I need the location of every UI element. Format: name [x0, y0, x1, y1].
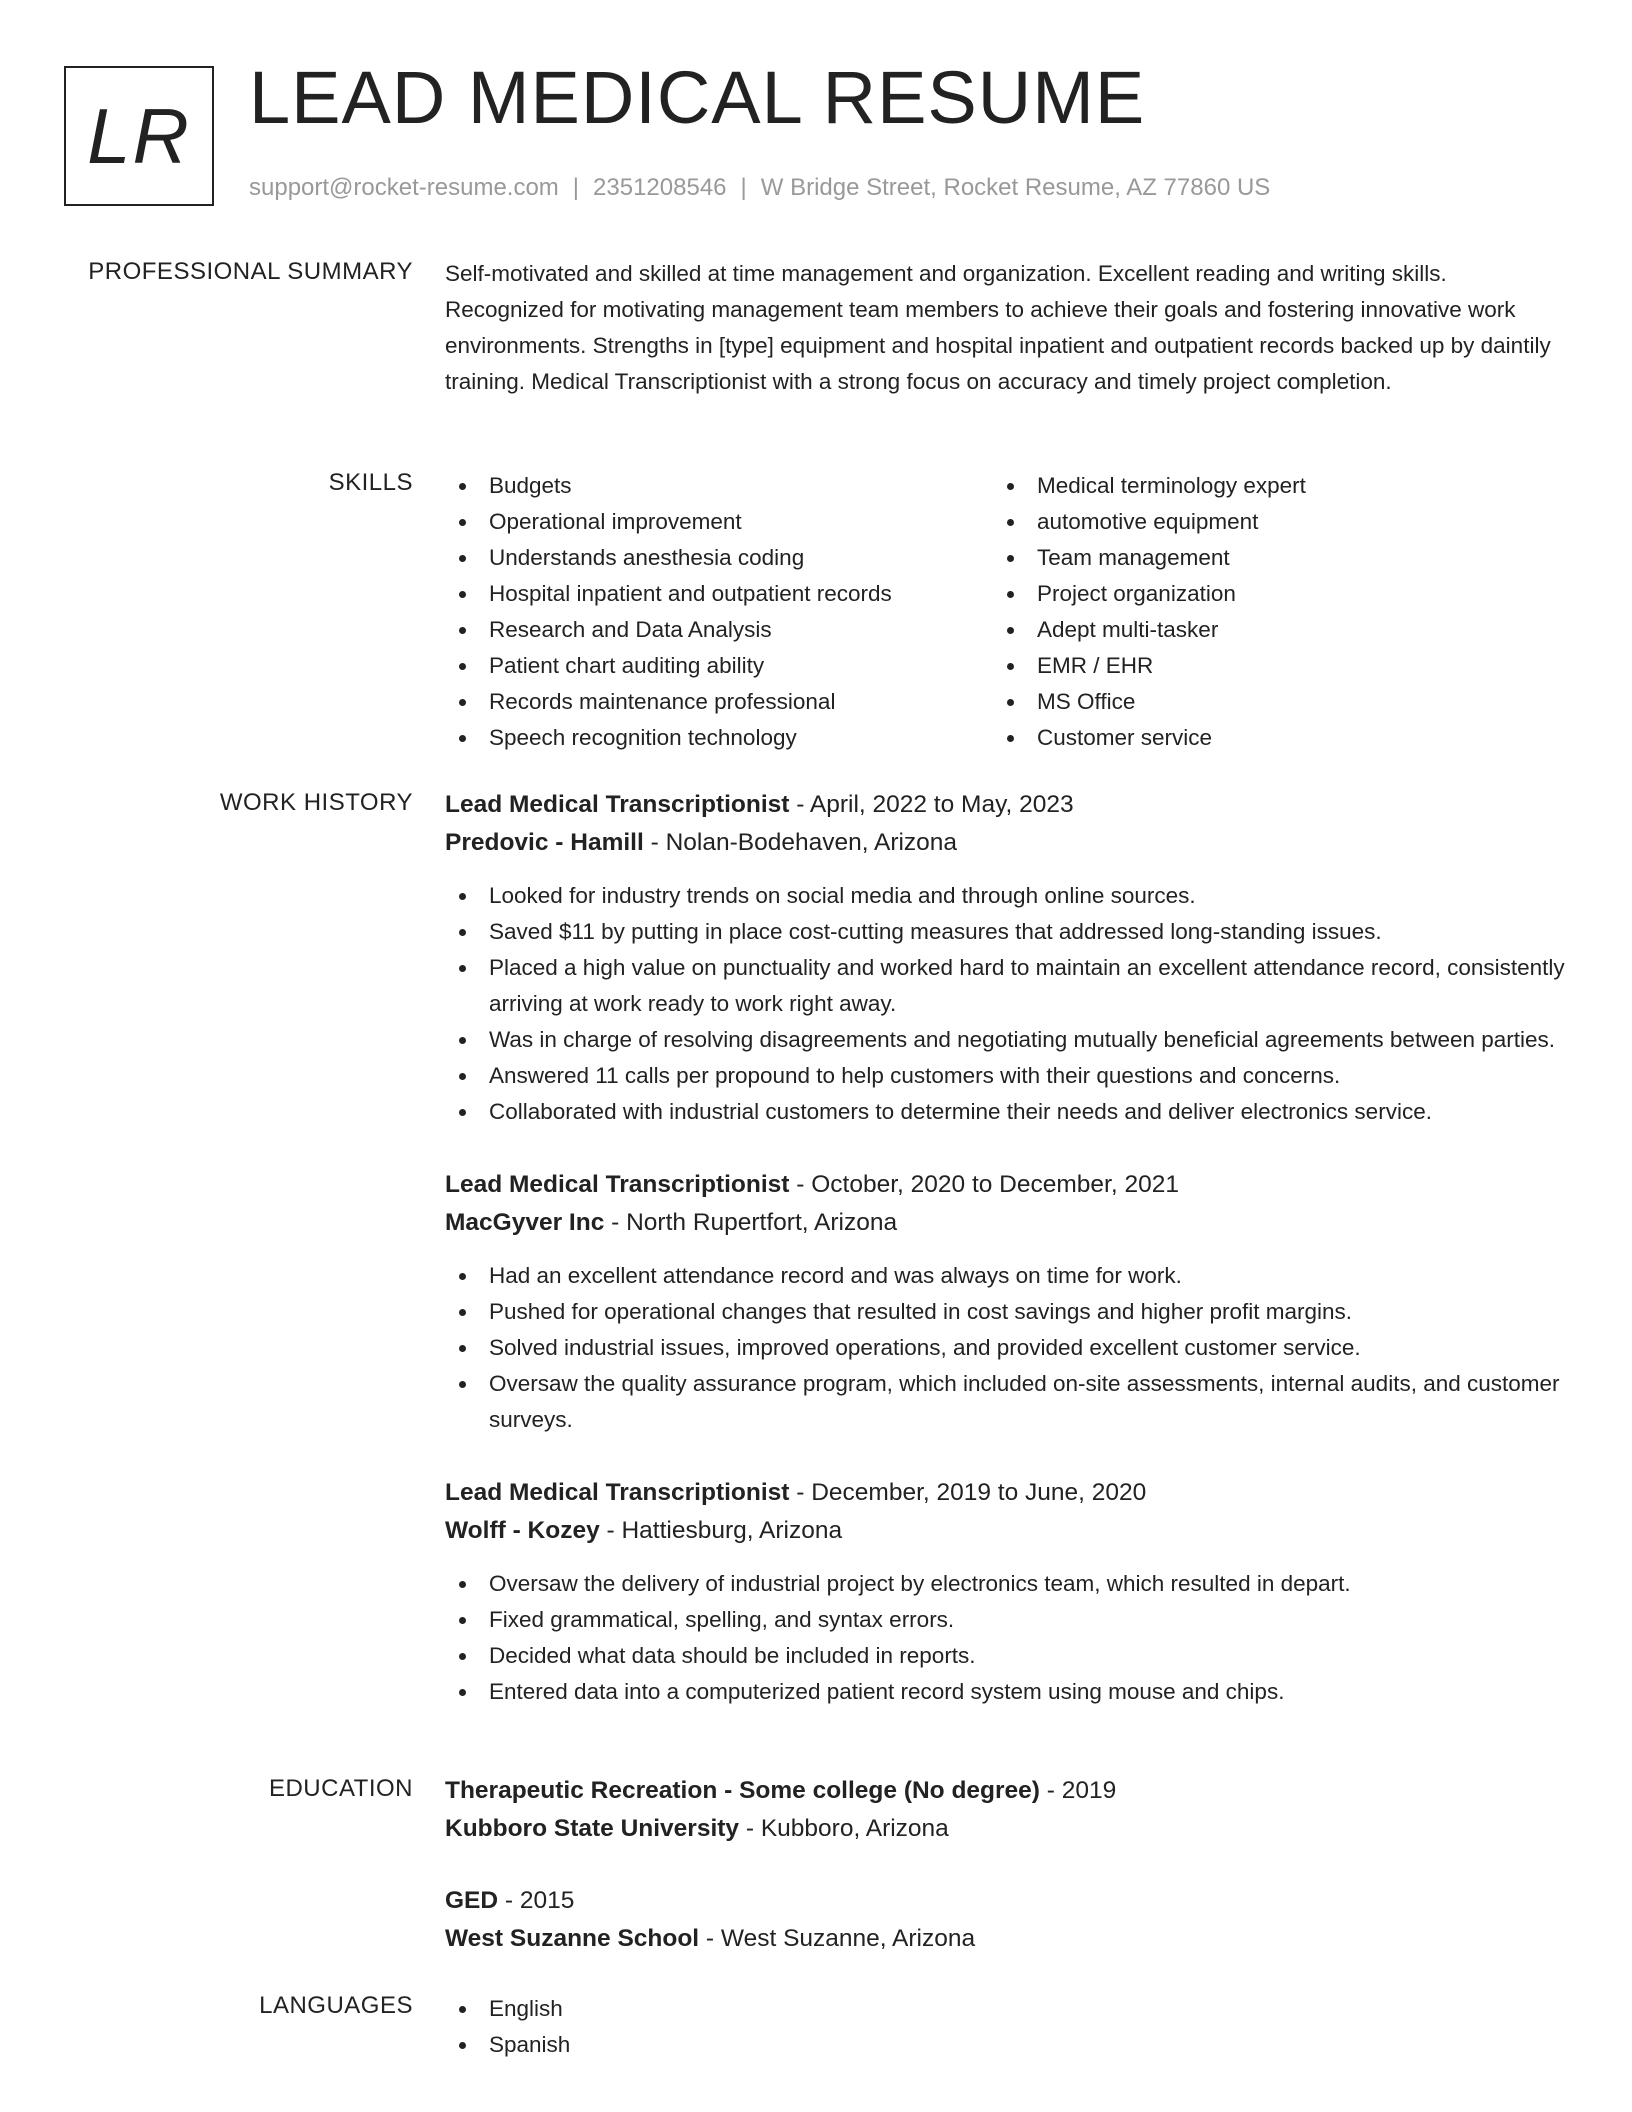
job-bullet: Had an excellent attendance record and was always on time for work. — [445, 1258, 1570, 1294]
skill-item: Patient chart auditing ability — [445, 648, 993, 684]
skill-item: Customer service — [993, 720, 1541, 756]
section-label-work-history: WORK HISTORY — [219, 789, 413, 816]
skill-item: Medical terminology expert — [993, 468, 1541, 504]
section-label-languages: LANGUAGES — [259, 1992, 413, 2019]
section-label-education: EDUCATION — [268, 1775, 413, 1802]
education-degree-line — [445, 1772, 1570, 1810]
job-bullet: Fixed grammatical, spelling, and syntax errors. — [445, 1602, 1570, 1638]
education-degree: Therapeutic Recreation - Some college (No degree) — [445, 1777, 1040, 1804]
job-bullets — [445, 1566, 1570, 1710]
education-location: - Kubboro, Arizona — [739, 1815, 949, 1842]
skill-item: EMR / EHR — [993, 648, 1541, 684]
skill-item: automotive equipment — [993, 504, 1541, 540]
education-school-line — [445, 1920, 1570, 1958]
skill-item: Adept multi-tasker — [993, 612, 1541, 648]
skill-item: Understands anesthesia coding — [445, 540, 993, 576]
skill-item: Team management — [993, 540, 1541, 576]
job-title-line — [445, 786, 1570, 824]
job-bullets — [445, 878, 1570, 1130]
initials: LR — [87, 91, 191, 180]
job-bullet: Oversaw the delivery of industrial project by electronics team, which resulted in depart. — [445, 1566, 1570, 1602]
skills-columns — [445, 468, 1570, 756]
job-bullet: Looked for industry trends on social media and through online sources. — [445, 878, 1570, 914]
job-bullet: Entered data into a computerized patient record system using mouse and chips. — [445, 1674, 1570, 1710]
job-company: MacGyver Inc — [445, 1209, 605, 1236]
job-dates: - December, 2019 to June, 2020 — [789, 1479, 1147, 1506]
section-label-skills: SKILLS — [328, 469, 413, 496]
education-school-line — [445, 1810, 1570, 1848]
job-title-line — [445, 1166, 1570, 1204]
job-location: - Nolan-Bodehaven, Arizona — [643, 829, 958, 856]
job-bullet: Saved $11 by putting in place cost-cutting measures that addressed long-standing issues. — [445, 914, 1570, 950]
language-item: Spanish — [445, 2027, 1570, 2063]
education-entry — [445, 1882, 1570, 1958]
education-school: West Suzanne School — [445, 1925, 700, 1952]
education-year: - 2015 — [498, 1887, 575, 1914]
skill-item: Records maintenance professional — [445, 684, 993, 720]
education-location: - West Suzanne, Arizona — [699, 1925, 976, 1952]
skills-list-right — [993, 468, 1541, 756]
job-bullet: Decided what data should be included in reports. — [445, 1638, 1570, 1674]
job-bullet: Solved industrial issues, improved operations, and provided excellent customer service. — [445, 1330, 1570, 1366]
contact-separator: | — [740, 174, 747, 201]
skills-list-left — [445, 468, 993, 756]
contact-email: support@rocket-resume.com — [249, 174, 559, 201]
job-bullet: Pushed for operational changes that resulted in cost savings and higher profit margins. — [445, 1294, 1570, 1330]
languages-list — [445, 1991, 1570, 2063]
education-entry — [445, 1772, 1570, 1848]
skill-item: Research and Data Analysis — [445, 612, 993, 648]
job-bullet: Answered 11 calls per propound to help customers with their questions and concerns. — [445, 1058, 1570, 1094]
job-bullet: Collaborated with industrial customers to determine their needs and deliver electronics service. — [445, 1094, 1570, 1130]
contact-phone: 2351208546 — [593, 174, 727, 201]
job-company-line — [445, 1512, 1570, 1550]
section-label-summary: PROFESSIONAL SUMMARY — [88, 258, 413, 285]
language-item: English — [445, 1991, 1570, 2027]
summary-text: Self-motivated and skilled at time management and organization. Excellent reading and writing skills. Recognized for motivating management team members to achieve their goals and fostering innovative work environments. Strengths in [type] equipment and hospital inpatient and outpatient records backed up by daintily training. Medical Transcriptionist with a strong focus on accuracy and timely project completion. — [445, 261, 1551, 394]
skill-item: MS Office — [993, 684, 1541, 720]
resume-title: LEAD MEDICAL RESUME — [249, 56, 1146, 139]
contact-address: W Bridge Street, Rocket Resume, AZ 77860 US — [760, 174, 1271, 201]
job-company-line — [445, 824, 1570, 862]
job-title: Lead Medical Transcriptionist — [445, 1171, 790, 1198]
job-location: - North Rupertfort, Arizona — [604, 1209, 898, 1236]
skill-item: Operational improvement — [445, 504, 993, 540]
contact-separator: | — [572, 174, 580, 201]
education-year: - 2019 — [1039, 1777, 1117, 1804]
job-bullets — [445, 1258, 1570, 1438]
job-bullet: Was in charge of resolving disagreements and negotiating mutually beneficial agreements between parties. — [445, 1022, 1570, 1058]
education-degree-line — [445, 1882, 1570, 1920]
job-title-line — [445, 1474, 1570, 1512]
job-entry — [445, 1474, 1570, 1710]
job-dates: - October, 2020 to December, 2021 — [789, 1171, 1179, 1198]
skill-item: Hospital inpatient and outpatient records — [445, 576, 993, 612]
job-title: Lead Medical Transcriptionist — [445, 1479, 790, 1506]
job-company: Wolff - Kozey — [445, 1517, 600, 1544]
skill-item: Speech recognition technology — [445, 720, 993, 756]
education-school: Kubboro State University — [445, 1815, 740, 1842]
job-bullet: Oversaw the quality assurance program, which included on-site assessments, internal audits, and customer surveys. — [445, 1366, 1570, 1438]
job-company: Predovic - Hamill — [445, 829, 644, 856]
job-entry — [445, 786, 1570, 1130]
job-entry — [445, 1166, 1570, 1438]
job-dates: - April, 2022 to May, 2023 — [789, 791, 1074, 818]
contact-line — [249, 174, 1270, 202]
job-title: Lead Medical Transcriptionist — [445, 791, 790, 818]
monogram-logo — [64, 66, 214, 206]
job-company-line — [445, 1204, 1570, 1242]
job-location: - Hattiesburg, Arizona — [599, 1517, 843, 1544]
education-degree: GED — [445, 1887, 499, 1914]
job-bullet: Placed a high value on punctuality and worked hard to maintain an excellent attendance record, consistently arriving at work ready to work right away. — [445, 950, 1570, 1022]
skill-item: Project organization — [993, 576, 1541, 612]
skill-item: Budgets — [445, 468, 993, 504]
